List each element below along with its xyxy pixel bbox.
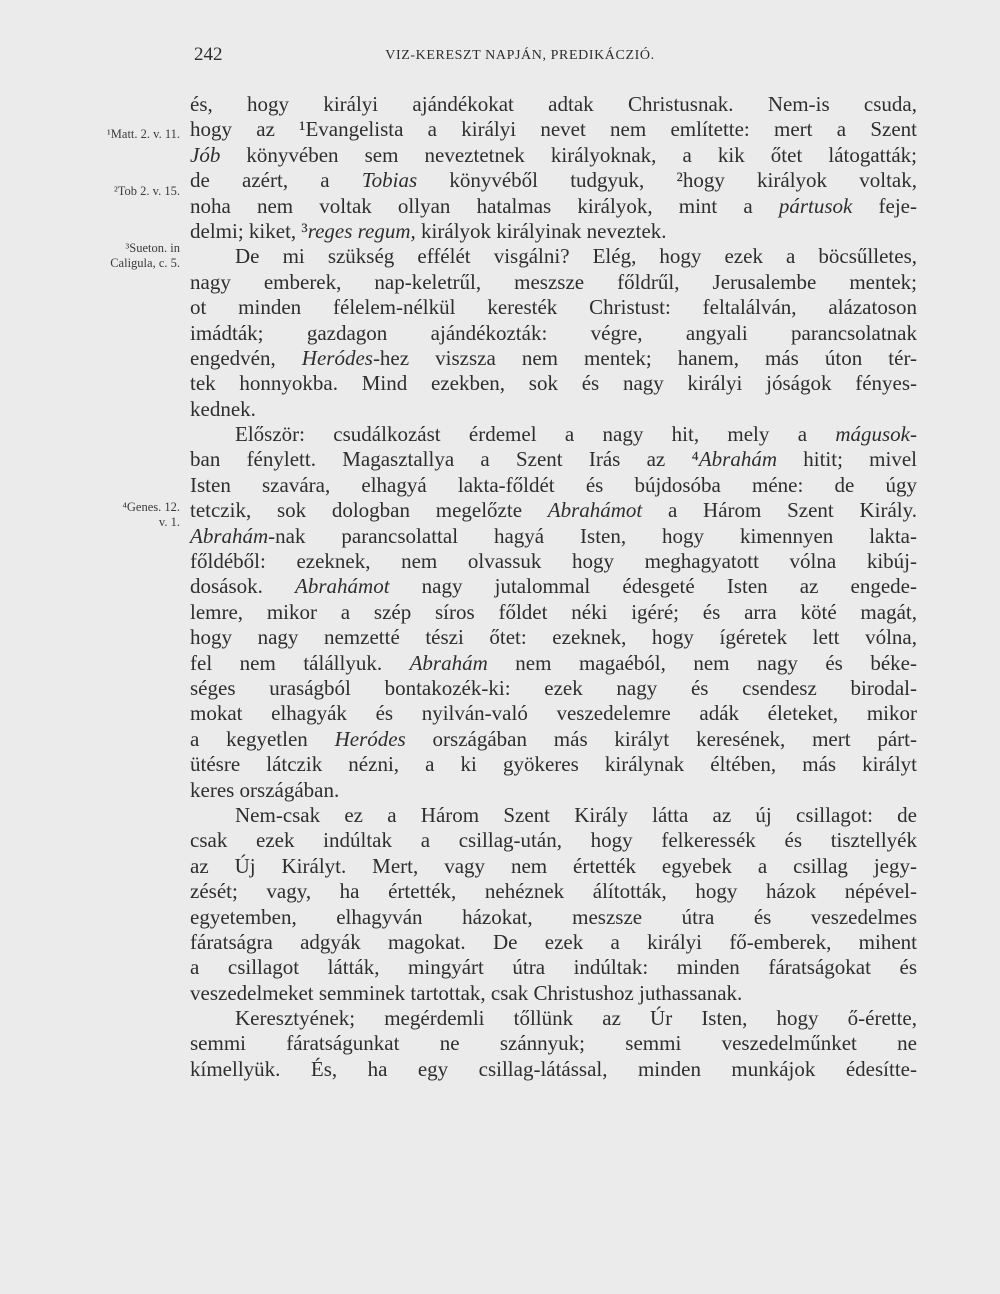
italic-text: reges regum, (307, 218, 416, 243)
italic-text: Abrahámot (295, 574, 390, 599)
text-line: egyetemben, elhagyván házokat, meszsze útra és veszedelmes (190, 904, 917, 929)
text-line: főldéből: ezeknek, nem olvassuk hogy meghagyatott vólna kibúj- (190, 549, 917, 574)
italic-text: pártusok (778, 193, 853, 218)
italic-text: Abrahámot (547, 498, 643, 523)
text-line: séges uraságból bontakozék-ki: ezek nagy és csendesz birodal- (190, 675, 917, 700)
text-line: ütésre látczik nézni, a ki gyökeres királynak éltében, más királyt (190, 752, 917, 777)
text-line: Isten szavára, elhagyá lakta-főldét és bújdosóba méne: de úgy (190, 472, 917, 497)
italic-text: Heródes (301, 345, 373, 370)
text-line: a kegyetlen Heródes országában más királyt keresének, mert párt- (190, 726, 918, 751)
text-line: noha nem voltak ollyan hatalmas királyok, mint a pártusok feje- (190, 193, 917, 218)
text-line: nagy emberek, nap-keletrűl, meszsze főldrűl, Jerusalembe mentek; (190, 269, 917, 294)
text-line: Keresztyének; megérdemli tőllünk az Úr Isten, hogy ő-érette, (235, 1006, 917, 1031)
text-line: a csillagot látták, mingyárt útra indúltak: minden fáratságokat és (190, 955, 917, 980)
text-line: fáratságra adgyák magokat. De ezek a királyi fő-emberek, mihent (190, 929, 917, 954)
text-line: tek honnyokba. Mind ezekben, sok és nagy királyi jóságok fényes- (190, 371, 917, 396)
text-line: zését; vagy, ha értették, nehéznek álították, hogy házok népével- (190, 879, 917, 904)
text-line: Nem-csak ez a Három Szent Király látta az új csillagot: de (235, 802, 917, 827)
text-line: hogy az ¹Evangelista a királyi nevet nem említette: mert a Szent (190, 117, 917, 142)
text-line: és, hogy királyi ajándékokat adtak Christusnak. Nem-is csuda, (190, 92, 917, 116)
page-number: 242 (194, 44, 223, 65)
text-line: veszedelmeket semminek tartottak, csak Christushoz juthassanak. (190, 980, 743, 1005)
text-line: az Új Királyt. Mert, vagy nem értették egyebek a csillag jegy- (190, 853, 917, 878)
body-text (190, 92, 917, 1082)
italic-text: Jób (190, 142, 221, 167)
italic-text: Abrahám (190, 523, 269, 548)
text-line: Először: csudálkozást érdemel a nagy hit, mely a mágusok- (235, 422, 917, 447)
marginal-note: ³Sueton. in Caligula, c. 5. (110, 241, 180, 270)
text-line: hogy nagy nemzetté tészi őtet: ezeknek, hogy ígéretek lett vólna, (190, 625, 917, 650)
text-line: kímellyük. És, ha egy csillag-látással, minden munkájok édesítte- (190, 1056, 917, 1081)
italic-text: Heródes (334, 726, 406, 751)
text-line: engedvén, Heródes-hez viszsza nem mentek; hanem, más úton tér- (190, 345, 918, 370)
page-header (0, 42, 1000, 72)
text-line: De mi szükség effélét visgálni? Elég, hogy ezek a böcsűlletes, (235, 244, 917, 269)
text-line: ban fénylett. Magasztallya a Szent Irás az ⁴Abrahám hitit; mivel (190, 447, 917, 472)
italic-text: mágusok- (835, 422, 917, 447)
text-line: keres országában. (190, 777, 340, 802)
text-line: tetczik, sok dologban megelőzte Abrahámot a Három Szent Király. (190, 498, 917, 523)
marginal-note: ⁴Genes. 12. v. 1. (122, 500, 180, 529)
text-line: lemre, mikor a szép síros főldet néki igéré; és arra köté magát, (190, 599, 917, 624)
italic-text: Abrahám (409, 650, 488, 675)
text-line: fel nem tálállyuk. Abrahám nem magaéból, nem nagy és béke- (190, 650, 917, 675)
text-line: ot minden félelem-nélkül keresték Christust: feltalálván, alázatoson (190, 295, 917, 320)
marginal-note: ²Tob 2. v. 15. (114, 184, 180, 198)
text-line: imádták; gazdagon ajándékozták: végre, angyali parancsolatnak (190, 320, 917, 345)
running-head: VIZ-KERESZT NAPJÁN, PREDIKÁCZIÓ. (385, 48, 655, 63)
text-line: kednek. (190, 396, 256, 421)
text-line: csak ezek indúltak a csillag-után, hogy felkeressék és tisztellyék (190, 828, 917, 853)
text-line: dosások. Abrahámot nagy jutalommal édesgeté Isten az engede- (190, 574, 917, 599)
marginal-note: ¹Matt. 2. v. 11. (107, 127, 180, 141)
text-line: Abrahám-nak parancsolattal hagyá Isten, hogy kimennyen lakta- (190, 523, 917, 548)
text-line: semmi fáratságunkat ne szánnyuk; semmi veszedelműnket ne (190, 1031, 917, 1056)
italic-text: Tobias (361, 168, 418, 193)
text-line: de azért, a Tobias könyvéből tudgyuk, ²hogy királyok voltak, (190, 168, 917, 193)
italic-text: Abrahám (698, 447, 777, 472)
text-line: Jób könyvében sem neveztetnek királyoknak, a kik őtet látogatták; (190, 142, 917, 167)
text-line: mokat elhagyák és nyilván-való veszedelemre adák életeket, mikor (190, 701, 917, 726)
text-line: delmi; kiket, ³reges regum, királyok királyinak neveztek. (190, 218, 667, 243)
